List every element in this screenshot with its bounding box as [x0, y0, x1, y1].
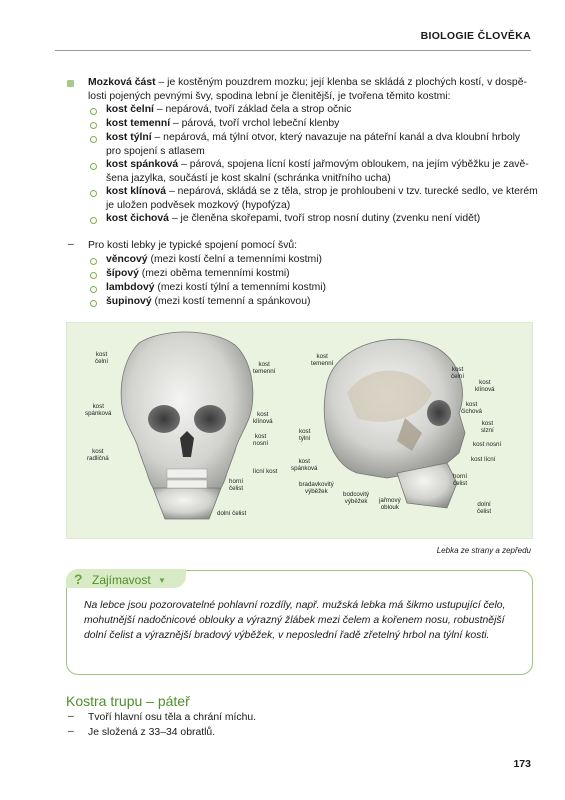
- bone-term: kost klínová: [106, 186, 167, 197]
- ring-bullet-icon: [90, 272, 97, 279]
- info-box-text: Na lebce jsou pozorovatelné pohlavní rozdíly, např. mužská lebka má šikmo ustupující čelo, mohutnější nadočnicové oblouky a výrazný žlábek mezi čelem a kořenem nosu, robustnější dolní čelist a výraznější bradový výběžek, v neposlední řadě zřetelný hrbol na týlní kosti.: [84, 600, 506, 641]
- dash-bullet: –: [68, 726, 74, 737]
- intro-line1: – je kostěným pouzdrem mozku; její klenba se skládá z plochých kostí, v dospě-: [155, 77, 527, 88]
- label-front-kost-spankova: kost spánková: [85, 403, 112, 418]
- bone-desc-cont: šena jazylka, součástí je kost skalní (schránka vnitřního ucha): [106, 172, 391, 184]
- label-side-kost-tylni: kost týlní: [299, 428, 311, 443]
- suture-item: [106, 281, 326, 295]
- bone-item: [106, 158, 529, 185]
- label-side-kost-nosni: kost nosní: [473, 441, 502, 448]
- ring-bullet-icon: [90, 286, 97, 293]
- label-front-kost-radlicna: kost radličná: [87, 448, 109, 463]
- square-bullet-icon: [67, 80, 74, 87]
- skull-figure: [66, 322, 533, 539]
- suture-term: šupinový: [106, 296, 152, 307]
- sutures-intro: Pro kosti lebky je typické spojení pomocí švů:: [88, 240, 298, 251]
- label-front-kost-celni: kost čelní: [95, 351, 109, 366]
- intro-line2: losti pojených pevnými švy, spodina lební je členitější, je tvořena těmito kostmi:: [88, 90, 451, 102]
- bone-term: kost spánková: [106, 159, 179, 170]
- label-side-bodcovity-vybezek: bodcovitý výběžek: [343, 491, 370, 506]
- label-front-kost-temenni: kost temenní: [253, 361, 276, 376]
- suture-desc: (mezi oběma temenními kostmi): [138, 268, 290, 279]
- label-front-dolni-celist: dolní čelist: [217, 510, 247, 517]
- intro-paragraph: [88, 76, 528, 103]
- ring-bullet-icon: [90, 190, 97, 197]
- info-box-title: Zajímavost: [92, 573, 151, 587]
- intro-term: Mozková část: [88, 77, 156, 88]
- label-side-kost-spankova: kost spánková: [291, 458, 318, 473]
- suture-term: šípový: [106, 268, 139, 279]
- bone-item: [106, 212, 480, 226]
- header-rule: [55, 50, 531, 51]
- label-side-bradavkovity-vybezek: bradavkovitý výběžek: [299, 481, 334, 496]
- question-mark-icon: ?: [74, 571, 83, 587]
- bone-desc: – nepárová, skládá se z těla, strop je prohloubeni v tzv. turecké sedlo, ve kterém: [166, 186, 538, 197]
- bone-desc: – je členěna skořepami, tvoří strop nosní dutiny (zvenku není vidět): [168, 213, 481, 224]
- ring-bullet-icon: [90, 108, 97, 115]
- section-item: Je složená z 33–34 obratlů.: [88, 727, 216, 738]
- bone-desc: – nepárová, má týlní otvor, který navazuje na páteřní kanál a dva kloubní hrboly: [151, 132, 521, 143]
- suture-item: [106, 295, 310, 309]
- triangle-down-icon: ▼: [158, 576, 166, 585]
- label-front-licni-kost: lícní kost: [253, 468, 278, 475]
- label-front-horni-celist: horní čelist: [229, 478, 244, 493]
- section-title: Kostra trupu – páteř: [66, 693, 190, 709]
- suture-item: [106, 253, 322, 267]
- ring-bullet-icon: [90, 122, 97, 129]
- dash-bullet: –: [68, 239, 74, 250]
- ring-bullet-icon: [90, 300, 97, 307]
- label-side-kost-slzni: kost slzní: [481, 420, 494, 435]
- label-side-horni-celist: horní čelist: [453, 473, 468, 488]
- label-front-kost-nosni: kost nosní: [253, 433, 269, 448]
- label-side-dolni-celist: dolní čelist: [477, 501, 492, 516]
- running-header: BIOLOGIE ČLOVĚKA: [420, 30, 531, 42]
- label-side-kost-temenni: kost temenní: [311, 353, 334, 368]
- bone-item: [106, 131, 520, 158]
- side-skull: [324, 339, 468, 508]
- bone-item: [106, 185, 538, 212]
- bone-desc: – párová, tvoří vrchol lebeční klenby: [170, 118, 340, 129]
- bone-desc: – nepárová, tvoří základ čela a strop očnic: [153, 104, 352, 115]
- bone-desc: – párová, spojena lícní kostí jařmovým obloukem, na jejím výběžku je zavě-: [178, 159, 529, 170]
- ring-bullet-icon: [90, 217, 97, 224]
- ring-bullet-icon: [90, 258, 97, 265]
- label-side-jarmovy-oblouk: jařmový oblouk: [379, 497, 401, 512]
- label-side-kost-cichova: kost čichová: [461, 401, 482, 416]
- suture-desc: (mezi kostí týlní a temenními kostmi): [154, 282, 327, 293]
- bone-term: kost čelní: [106, 104, 154, 115]
- ring-bullet-icon: [90, 163, 97, 170]
- suture-term: lambdový: [106, 282, 155, 293]
- label-front-kost-klinova: kost klínová: [253, 411, 273, 426]
- suture-item: [106, 267, 290, 281]
- bone-term: kost týlní: [106, 132, 152, 143]
- suture-desc: (mezi kostí temenní a spánkovou): [151, 296, 311, 307]
- page-number: 173: [513, 758, 531, 770]
- ring-bullet-icon: [90, 136, 97, 143]
- label-side-kost-klinova: kost klínová: [475, 379, 495, 394]
- bone-desc-cont: je uložen podvěsek mozkový (hypofýza): [106, 199, 291, 211]
- bone-term: kost čichová: [106, 213, 169, 224]
- figure-caption: Lebka ze strany a zepředu: [436, 546, 531, 555]
- label-side-kost-celni: kost čelní: [451, 366, 465, 381]
- section-item: Tvoří hlavní osu těla a chrání míchu.: [88, 712, 257, 723]
- bone-item: [106, 117, 339, 131]
- bone-desc-cont: pro spojení s atlasem: [106, 145, 205, 157]
- bone-item: [106, 103, 351, 117]
- suture-desc: (mezi kostí čelní a temenními kostmi): [147, 254, 322, 265]
- bone-term: kost temenní: [106, 118, 171, 129]
- label-side-kost-licni: kost lícní: [471, 456, 496, 463]
- suture-term: věncový: [106, 254, 148, 265]
- dash-bullet: –: [68, 711, 74, 722]
